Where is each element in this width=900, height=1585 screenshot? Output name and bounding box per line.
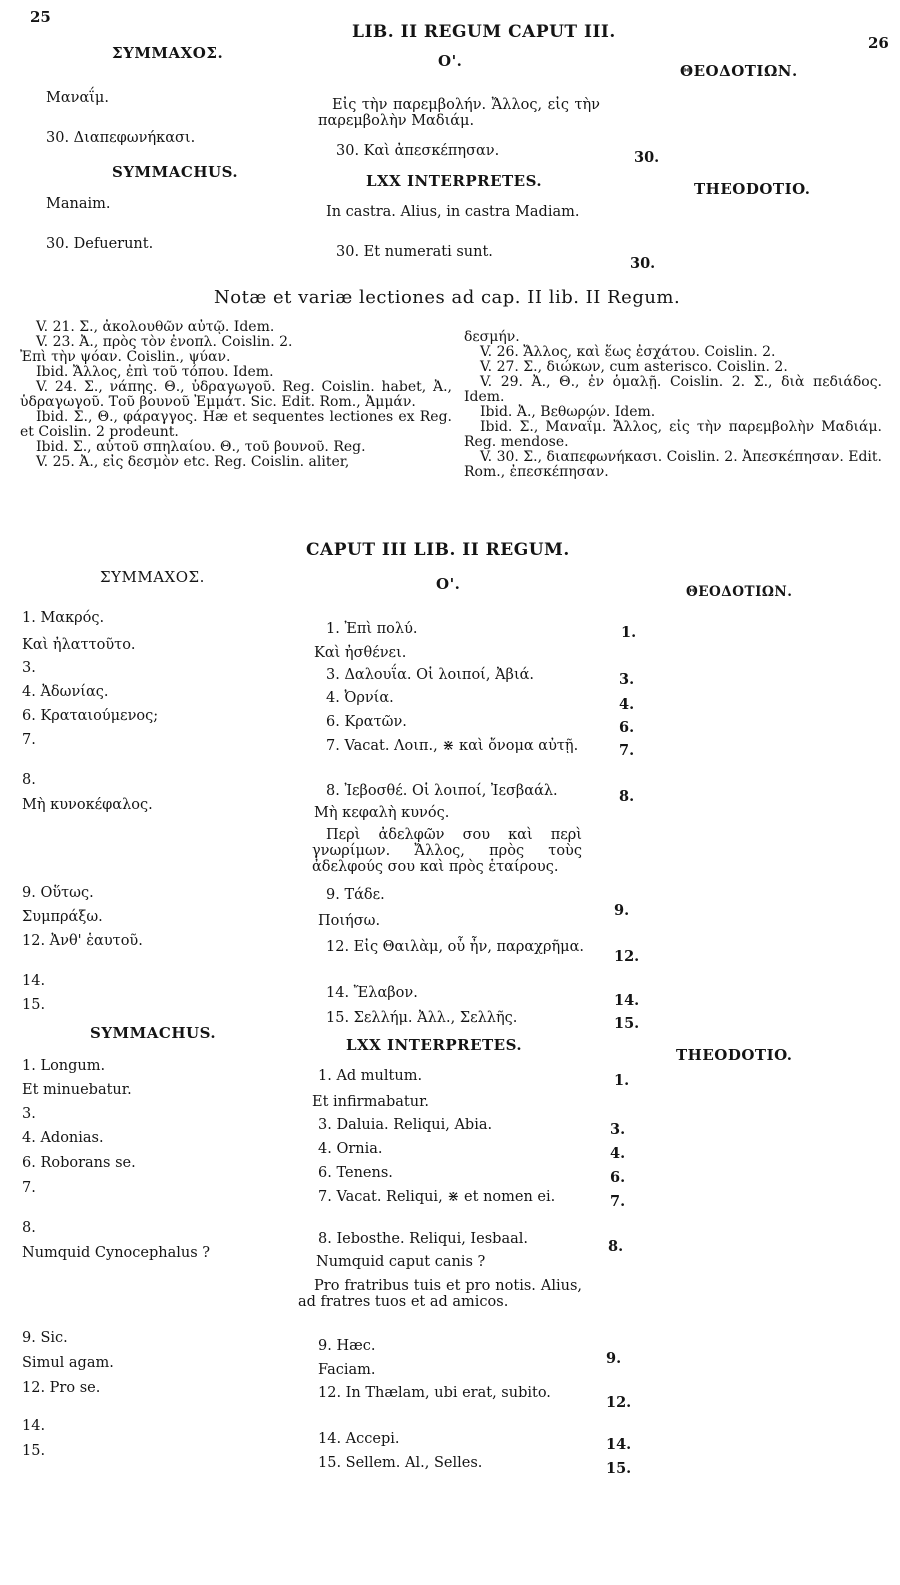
page-number-left: 25 <box>30 8 51 26</box>
top-o-line: Εἰς τὴν παρεμβολήν. Ἄλλος, εἰς τὴν παρεμβολὴν Μαδιάμ. <box>318 97 600 129</box>
latin-symmachus-line: 7. <box>22 1180 36 1196</box>
note-entry: Ἐπὶ τὴν ψόαν. Coislin., ψύαν. <box>20 349 231 365</box>
greek-symmachos-line: 15. <box>22 997 46 1013</box>
latin-lxx-heading: LXX INTERPRETES. <box>346 1036 523 1054</box>
greek-theodotion-number: 4. <box>619 696 635 713</box>
top-theodotio-number: 30. <box>630 255 656 272</box>
top-o-line: 30. Καὶ ἀπεσκέπησαν. <box>336 143 500 159</box>
latin-symmachus-line: 14. <box>22 1418 46 1434</box>
greek-theodotion-number: 14. <box>614 992 640 1009</box>
note-entry: V. 21. Σ., ἀκολουθῶν αὐτῷ. Idem. <box>36 319 275 335</box>
greek-theodotion-heading: ΘΕΟΔΟΤΙΩΝ. <box>686 584 793 600</box>
latin-theodotio-number: 7. <box>610 1193 626 1210</box>
note-entry: Ibid. Σ., Θ., φάραγγος. Hæ et sequentes lectiones ex Reg. et Coislin. 2 prodeunt. <box>20 409 452 440</box>
note-entry: V. 27. Σ., διώκων, cum asterisco. Coislin. 2. <box>480 359 788 375</box>
running-title: LIB. II REGUM CAPUT III. <box>352 22 616 42</box>
latin-lxx-line: 14. Accepi. <box>318 1431 400 1447</box>
latin-symmachus-line: 4. Adonias. <box>22 1130 104 1146</box>
note-entry: V. 30. Σ., διαπεφωνήκασι. Coislin. 2. Ἀπεσκέπησαν. Edit. Rom., ἐπεσκέπησαν. <box>464 449 882 480</box>
note-entry: Ibid. Σ., Μαναΐμ. Ἄλλος, εἰς τὴν παρεμβολὴν Μαδιάμ. Reg. mendose. <box>464 419 882 450</box>
greek-symmachos-heading: ΣΥΜΜΑΧΟΣ. <box>100 568 205 586</box>
latin-lxx-line: 3. Daluia. Reliqui, Abia. <box>318 1117 493 1133</box>
latin-symmachus-line: 9. Sic. <box>22 1330 68 1346</box>
latin-symmachus-line: Numquid Cynocephalus ? <box>22 1245 211 1261</box>
latin-theodotio-heading: THEODOTIO. <box>676 1046 793 1064</box>
top-lxx-line: In castra. Alius, in castra Madiam. <box>326 204 580 220</box>
greek-o-line: 1. Ἐπὶ πολύ. <box>326 621 418 637</box>
latin-symmachus-line: 6. Roborans se. <box>22 1155 136 1171</box>
latin-theodotio-number: 14. <box>606 1436 632 1453</box>
note-entry: V. 24. Σ., νάπης. Θ., ὑδραγωγοῦ. Reg. Coislin. habet, Ἀ., ὑδραγωγοῦ. Τοῦ βουνοῦ Ἐμμάτ. Sic. Edit. Rom., Ἀμμάν. <box>20 379 452 410</box>
latin-lxx-line: Faciam. <box>318 1362 376 1378</box>
greek-theodotion-number: 12. <box>614 948 640 965</box>
latin-lxx-line: Et infirmabatur. <box>312 1094 430 1110</box>
greek-symmachos-line: 14. <box>22 973 46 989</box>
greek-symmachos-line: 8. <box>22 772 36 788</box>
greek-symmachos-line: Μὴ κυνοκέφαλος. <box>22 797 153 813</box>
latin-theodotio-number: 4. <box>610 1145 626 1162</box>
note-entry: δεσμήν. <box>464 329 520 345</box>
latin-lxx-line: Numquid caput canis ? <box>316 1254 486 1270</box>
greek-theodotion-number: 15. <box>614 1015 640 1032</box>
latin-lxx-line: 15. Sellem. Al., Selles. <box>318 1455 483 1471</box>
greek-theodotion-number: 9. <box>614 902 630 919</box>
greek-o-line: 14. Ἔλαβον. <box>326 985 418 1001</box>
top-symmachos-heading: ΣΥΜΜΑΧΟΣ. <box>112 44 224 62</box>
top-lxx-heading: LXX INTERPRETES. <box>366 172 543 190</box>
note-entry: V. 26. Ἄλλος, καὶ ἕως ἐσχάτου. Coislin. 2. <box>480 344 776 360</box>
notes-right-column <box>464 330 882 480</box>
note-entry: Ibid. Σ., αὐτοῦ σπηλαίου. Θ., τοῦ βουνοῦ. Reg. <box>36 439 366 455</box>
greek-o-line: Ποιήσω. <box>318 913 381 929</box>
greek-theodotion-number: 6. <box>619 719 635 736</box>
top-symmachus-heading: SYMMACHUS. <box>112 163 239 181</box>
latin-theodotio-number: 3. <box>610 1121 626 1138</box>
latin-symmachus-line: 12. Pro se. <box>22 1380 101 1396</box>
latin-lxx-line: 8. Iebosthe. Reliqui, Iesbaal. <box>318 1231 528 1247</box>
top-symmachus-line: Manaim. <box>46 196 111 212</box>
latin-lxx-line: 9. Hæc. <box>318 1338 376 1354</box>
greek-symmachos-line: 6. Κραταιούμενος; <box>22 708 159 724</box>
top-theodotion-number: 30. <box>634 149 660 166</box>
greek-o-line: 15. Σελλήμ. Ἀλλ., Σελλῆς. <box>326 1010 518 1026</box>
greek-o-line: 7. Vacat. Λοιπ., ⋇ καὶ ὄνομα αὐτῇ. <box>326 738 579 754</box>
note-entry: V. 23. Ἀ., πρὸς τὸν ἐνοπλ. Coislin. 2. <box>36 334 293 350</box>
latin-lxx-line: 1. Ad multum. <box>318 1068 423 1084</box>
notes-title: Notæ et variæ lectiones ad cap. II lib. II Regum. <box>214 287 681 308</box>
greek-symmachos-line: 4. Ἀδωνίας. <box>22 684 109 700</box>
latin-theodotio-number: 9. <box>606 1350 622 1367</box>
latin-theodotio-number: 12. <box>606 1394 632 1411</box>
latin-symmachus-line: 1. Longum. <box>22 1058 106 1074</box>
latin-symmachus-line: 3. <box>22 1106 36 1122</box>
greek-o-heading: Ο'. <box>436 575 461 593</box>
greek-symmachos-line: Καὶ ἠλαττοῦτο. <box>22 637 136 653</box>
notes-left-column <box>20 320 452 470</box>
greek-o-line: 8. Ἰεβοσθέ. Οἱ λοιποί, Ἰεσβαάλ. <box>326 783 558 799</box>
latin-symmachus-line: 8. <box>22 1220 36 1236</box>
latin-theodotio-number: 8. <box>608 1238 624 1255</box>
latin-symmachus-line: Et minuebatur. <box>22 1082 132 1098</box>
section-title: CAPUT III LIB. II REGUM. <box>306 540 570 560</box>
greek-o-line: 3. Δαλουΐα. Οἱ λοιποί, Ἀβιά. <box>326 667 535 683</box>
top-symmachus-line: 30. Defuerunt. <box>46 236 154 252</box>
greek-symmachos-line: 1. Μακρός. <box>22 610 105 626</box>
latin-theodotio-number: 1. <box>614 1072 630 1089</box>
latin-symmachus-line: 15. <box>22 1443 46 1459</box>
latin-symmachus-heading: SYMMACHUS. <box>90 1024 217 1042</box>
note-entry: V. 29. Ἀ., Θ., ἐν ὁμαλῇ. Coislin. 2. Σ., διὰ πεδιάδος. Idem. <box>464 374 882 405</box>
top-symmachos-line: Μαναΐμ. <box>46 90 109 106</box>
greek-o-line: 12. Εἰς Θαιλὰμ, οὗ ἦν, παραχρῆμα. <box>326 939 584 955</box>
latin-lxx-line: 12. In Thælam, ubi erat, subito. <box>318 1385 551 1401</box>
greek-theodotion-number: 3. <box>619 671 635 688</box>
greek-o-line: 6. Κρατῶν. <box>326 714 407 730</box>
greek-o-line: 9. Τάδε. <box>326 887 385 903</box>
top-theodotio-heading: THEODOTIO. <box>694 180 811 198</box>
latin-symmachus-line: Simul agam. <box>22 1355 114 1371</box>
latin-lxx-line: 4. Ornia. <box>318 1141 383 1157</box>
greek-o-line: Μὴ κεφαλὴ κυνός. <box>314 805 450 821</box>
greek-o-line: Καὶ ἠσθένει. <box>314 645 407 661</box>
greek-symmachos-line: 7. <box>22 732 36 748</box>
top-symmachos-line: 30. Διαπεφωνήκασι. <box>46 130 196 146</box>
page-number-right: 26 <box>868 34 889 52</box>
top-lxx-line: 30. Et numerati sunt. <box>336 244 493 260</box>
latin-theodotio-number: 6. <box>610 1169 626 1186</box>
greek-symmachos-line: 9. Οὕτως. <box>22 885 94 901</box>
latin-lxx-line: 7. Vacat. Reliqui, ⋇ et nomen ei. <box>318 1189 556 1205</box>
greek-o-line: 4. Ὀρνία. <box>326 690 394 706</box>
latin-theodotio-number: 15. <box>606 1460 632 1477</box>
top-theodotion-heading: ΘΕΟΔΟΤΙΩΝ. <box>680 62 798 80</box>
latin-lxx-line: 6. Tenens. <box>318 1165 393 1181</box>
note-entry: Ibid. Ἀ., Βεθωρών. Idem. <box>480 404 656 420</box>
top-o-heading: Ο'. <box>438 52 463 70</box>
greek-o-line: Περὶ ἀδελφῶν σου καὶ περὶ γνωρίμων. Ἄλλος, πρὸς τοὺς ἀδελφούς σου καὶ πρὸς ἑταίρους. <box>312 827 582 875</box>
latin-lxx-line: Pro fratribus tuis et pro notis. Alius, ad fratres tuos et ad amicos. <box>298 1278 582 1310</box>
note-entry: Ibid. Ἄλλος, ἐπὶ τοῦ τόπου. Idem. <box>36 364 274 380</box>
greek-theodotion-number: 1. <box>621 624 637 641</box>
note-entry: V. 25. Ἀ., εἰς δεσμὸν etc. Reg. Coislin. aliter, <box>36 454 350 470</box>
greek-theodotion-number: 7. <box>619 742 635 759</box>
greek-symmachos-line: 3. <box>22 660 36 676</box>
greek-symmachos-line: Συμπράξω. <box>22 909 103 925</box>
greek-theodotion-number: 8. <box>619 788 635 805</box>
greek-symmachos-line: 12. Ἀνθ' ἑαυτοῦ. <box>22 933 143 949</box>
